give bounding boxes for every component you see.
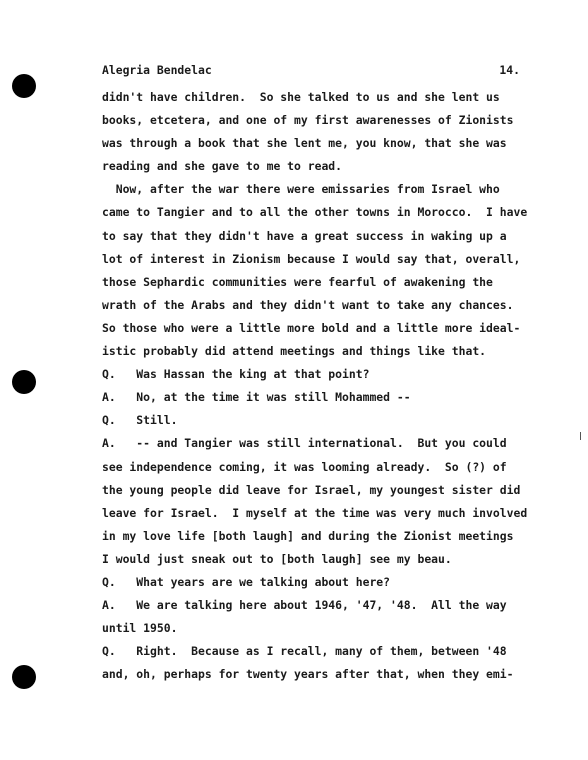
text-line: books, etcetera, and one of my first awarenesses of Zionists <box>102 113 514 128</box>
text-line: So those who were a little more bold and a little more ideal- <box>102 320 521 335</box>
text-line: Q. Right. Because as I recall, many of them, between '48 <box>102 644 507 659</box>
text-line: A. No, at the time it was still Mohammed -- <box>102 390 411 405</box>
interviewee-name: Alegria Bendelac <box>102 63 212 77</box>
text-line: see independence coming, it was looming already. So (?) of <box>102 459 507 474</box>
text-line: I would just sneak out to [both laugh] see my beau. <box>102 551 452 566</box>
text-line: A. -- and Tangier was still international. But you could <box>102 436 507 451</box>
page-number: 14. <box>499 63 520 77</box>
text-line: Q. What years are we talking about here? <box>102 574 391 589</box>
text-line: and, oh, perhaps for twenty years after that, when they emi- <box>102 667 514 682</box>
punch-hole-middle <box>12 370 36 394</box>
margin-mark <box>580 432 581 440</box>
text-line: Now, after the war there were emissaries from Israel who <box>102 182 500 197</box>
text-line: istic probably did attend meetings and things like that. <box>102 344 487 359</box>
text-line: wrath of the Arabs and they didn't want to take any chances. <box>102 297 514 312</box>
punch-hole-bottom <box>12 665 36 689</box>
text-line: A. We are talking here about 1946, '47, '48. All the way <box>102 598 507 613</box>
text-line: reading and she gave to me to read. <box>102 159 343 174</box>
text-line: the young people did leave for Israel, my youngest sister did <box>102 482 521 497</box>
text-line: Q. Still. <box>102 413 178 428</box>
text-line: until 1950. <box>102 621 178 636</box>
text-line: leave for Israel. I myself at the time was very much involved <box>102 505 528 520</box>
punch-hole-top <box>12 74 36 98</box>
text-line: didn't have children. So she talked to us and she lent us <box>102 90 500 104</box>
text-line: was through a book that she lent me, you know, that she was <box>102 136 507 151</box>
page-header <box>102 63 520 77</box>
text-line: in my love life [both laugh] and during the Zionist meetings <box>102 528 514 543</box>
text-line: lot of interest in Zionism because I would say that, overall, <box>102 251 521 266</box>
transcript-body <box>102 86 532 686</box>
text-line: those Sephardic communities were fearful of awakening the <box>102 274 493 289</box>
text-line: Q. Was Hassan the king at that point? <box>102 367 370 382</box>
text-line: came to Tangier and to all the other towns in Morocco. I have <box>102 205 528 220</box>
text-line: to say that they didn't have a great success in waking up a <box>102 228 507 243</box>
